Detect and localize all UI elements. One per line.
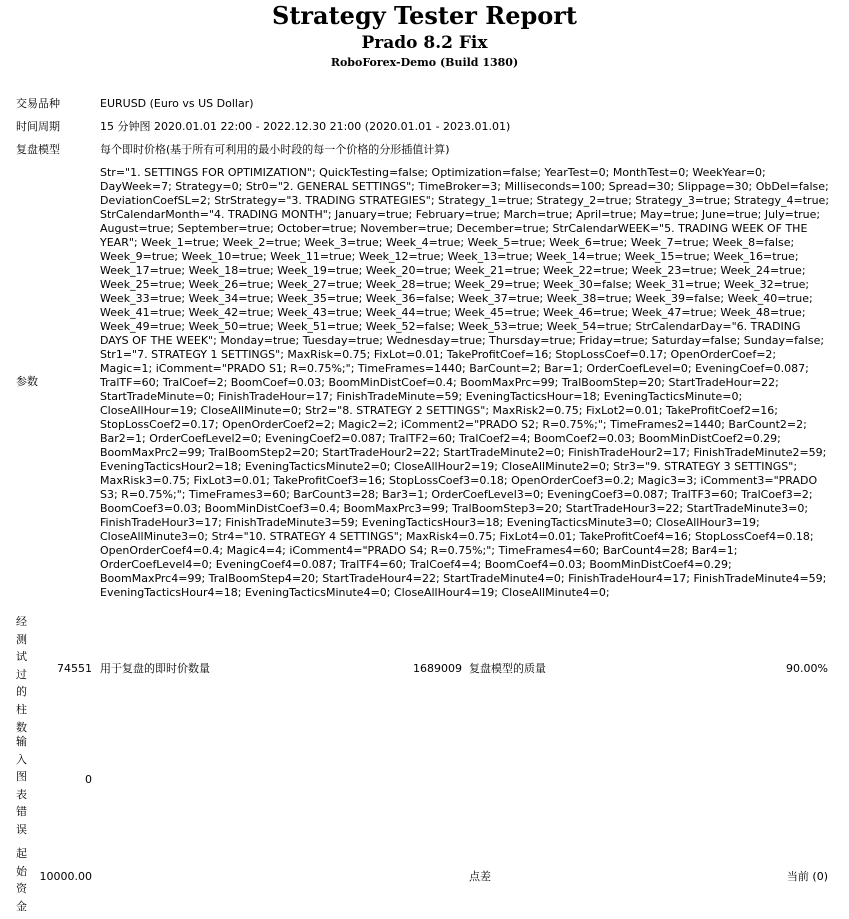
params-value: Str="1. SETTINGS FOR OPTIMIZATION"; QuickTesting=false; Optimization=false; YearTest=0; MonthTest=0; WeekYear=0; DayWeek=7; Strategy=0; Str0="2. GENERAL SETTINGS"; TimeBroker=3; Milliseconds=100; Spread=30; Slippage=30; ObDel=false; DeviationCoefSL=2; StrStrategy="3. TRADING STRATEGIES"; Strategy_1=true; Strategy_2=true; Strategy_3=true; Strategy_4=true; StrCalendarMonth="4. TRADING MONTH"; January=true; February=true; March=true; April=true; May=true; June=true; July=true; August=true; September=true; October=true; November=true; December=true; StrCalendarWEEK="5. TRADING WEEK OF THE YEAR"; Week_1=true; Week_2=true; Week_3=true; Week_4=true; Week_5=true; Week_6=true; Week_7=true; Week_8=false; Week_9=true; Week_10=true; Week_11=true; Week_12=true; Week_13=true; Week_14=true; Week_15=true; Week_16=true; Week_17=true; Week_18=true; Week_19=true; Week_20=true; Week_21=true; Week_22=true; Week_23=true; Week_24=true; Week_25=true; Week_26=true; Week_27=true; Week_28=true; Week_29=true; Week_30=false; Week_31=true; Week_32=true; Week_33=true; Week_34=true; Week_35=true; Week_36=false; Week_37=true; Week_38=true; Week_39=false; Week_40=true; Week_41=true; Week_42=true; Week_43=true; Week_44=true; Week_45=true; Week_46=true; Week_47=true; Week_48=true; Week_49=true; Week_50=true; Week_51=true; Week_52=false; Week_53=true; Week_54=true; StrCalendarDay="6. TRADING DAYS OF THE WEEK"; Monday=true; Tuesday=true; Wednesday=true; Thursday=true; Friday=true; Saturday=false; Sunday=false; Str1="7. STRATEGY 1 SETTINGS"; MaxRisk=0.75; FixLot=0.01; TakeProfitCoef=16; StopLossCoef=0.17; OpenOrderCoef=2; Magic=1; iComment="PRADO S1; R=0.75%;"; TimeFrames=1440; BarCount=2; Bar=1; OrderCoefLevel=0; EveningCoef=0.087; TralTF=60; TralCoef=2; BoomCoef=0.03; BoomMinDistCoef=0.4; BoomMaxPrc=99; TralBoomStep=20; StartTradeHour=22; StartTradeMinute=0; FinishTradeHour=17; FinishTradeMinute=59; EveningTacticsHour=18; EveningTacticsMinute=0; CloseAllHour=19; CloseAllMinute=0; Str2="8. STRATEGY 2 SETTINGS"; MaxRisk2=0.75; FixLot2=0.01; TakeProfitCoef2=16; StopLossCoef2=0.17; OpenOrderCoef2=2; Magic2=2; iComment2="PRADO S2; R=0.75%;"; TimeFrames2=1440; BarCount2=2; Bar2=1; OrderCoefLevel2=0; EveningCoef2=0.087; TralTF2=60; TralCoef2=4; BoomCoef2=0.03; BoomMinDistCoef2=0.29; BoomMaxPrc2=99; TralBoomStep2=20; StartTradeHour2=22; StartTradeMinute2=0; FinishTradeHour2=17; FinishTradeMinute2=59; EveningTacticsHour2=18; EveningTacticsMinute2=0; CloseAllHour2=19; CloseAllMinute2=0; Str3="9. STRATEGY 3 SETTINGS"; MaxRisk3=0.75; FixLot3=0.01; TakeProfitCoef3=16; StopLossCoef3=0.18; OpenOrderCoef3=0.2; Magic3=3; iComment3="PRADO S3; R=0.75%;"; TimeFrames3=60; BarCount3=28; Bar3=1; OrderCoefLevel3=0; EveningCoef3=0.087; TralTF3=60; TralCoef3=2; BoomCoef3=0.03; BoomMinDistCoef3=0.4; BoomMaxPrc3=99; TralBoomStep3=20; StartTradeHour3=22; StartTradeMinute3=0; FinishTradeHour3=17; FinishTradeMinute3=59; EveningTacticsHour3=18; EveningTacticsMinute3=0; CloseAllHour3=19; CloseAllMinute3=0; Str4="10. STRATEGY 4 SETTINGS"; MaxRisk4=0.75; FixLot4=0.01; TakeProfitCoef4=16; StopLossCoef4=0.18; OpenOrderCoef4=0.4; Magic4=4; iComment4="PRADO S4; R=0.75%;"; TimeFrames4=60; BarCount4=28; Bar4=1; OrderCoefLevel4=0; EveningCoef4=0.087; TralTF4=60; TralCoef4=4; BoomCoef4=0.03; BoomMinDistCoef4=0.29; BoomMaxPrc4=99; TralBoomStep4=20; StartTradeHour4=22; StartTradeMinute4=0; FinishTradeHour4=17; FinishTradeMinute4=59; EveningTacticsHour4=18; EveningTacticsMinute4=0; CloseAllHour4=19; CloseAllMinute4=0;	[100, 166, 830, 599]
deposit-value: 10000.00	[39, 870, 92, 883]
spread-label: 点差	[469, 870, 491, 883]
period-value: 15 分钟图 2020.01.01 22:00 - 2022.12.30 21:00 (2020.01.01 - 2023.01.01)	[100, 120, 511, 133]
quality-label: 复盘模型的质量	[469, 662, 546, 675]
model-value: 每个即时价格(基于所有可利用的最小时段的每一个价格的分形插值计算)	[100, 143, 450, 156]
symbol-value: EURUSD (Euro vs US Dollar)	[100, 97, 254, 110]
bars-label: 经测试过的柱数	[16, 615, 27, 734]
spread-value: 当前 (0)	[786, 870, 828, 883]
quality-value: 90.00%	[786, 662, 828, 675]
period-label: 时间周期	[16, 120, 60, 133]
expert-name: Prado 8.2 Fix	[361, 33, 488, 53]
ticks-value: 1689009	[413, 662, 462, 675]
deposit-label: 起始资金	[16, 847, 27, 913]
params-label: 参数	[16, 375, 38, 388]
errors-value: 0	[85, 773, 92, 786]
errors-label: 输入图表错误	[16, 735, 27, 836]
model-label: 复盘模型	[16, 143, 60, 156]
report-title: Strategy Tester Report	[271, 1, 578, 30]
symbol-label: 交易品种	[16, 97, 60, 110]
ticks-label: 用于复盘的即时价数量	[100, 662, 210, 675]
broker-name: RoboForex-Demo (Build 1380)	[330, 56, 519, 69]
bars-value: 74551	[57, 662, 92, 675]
